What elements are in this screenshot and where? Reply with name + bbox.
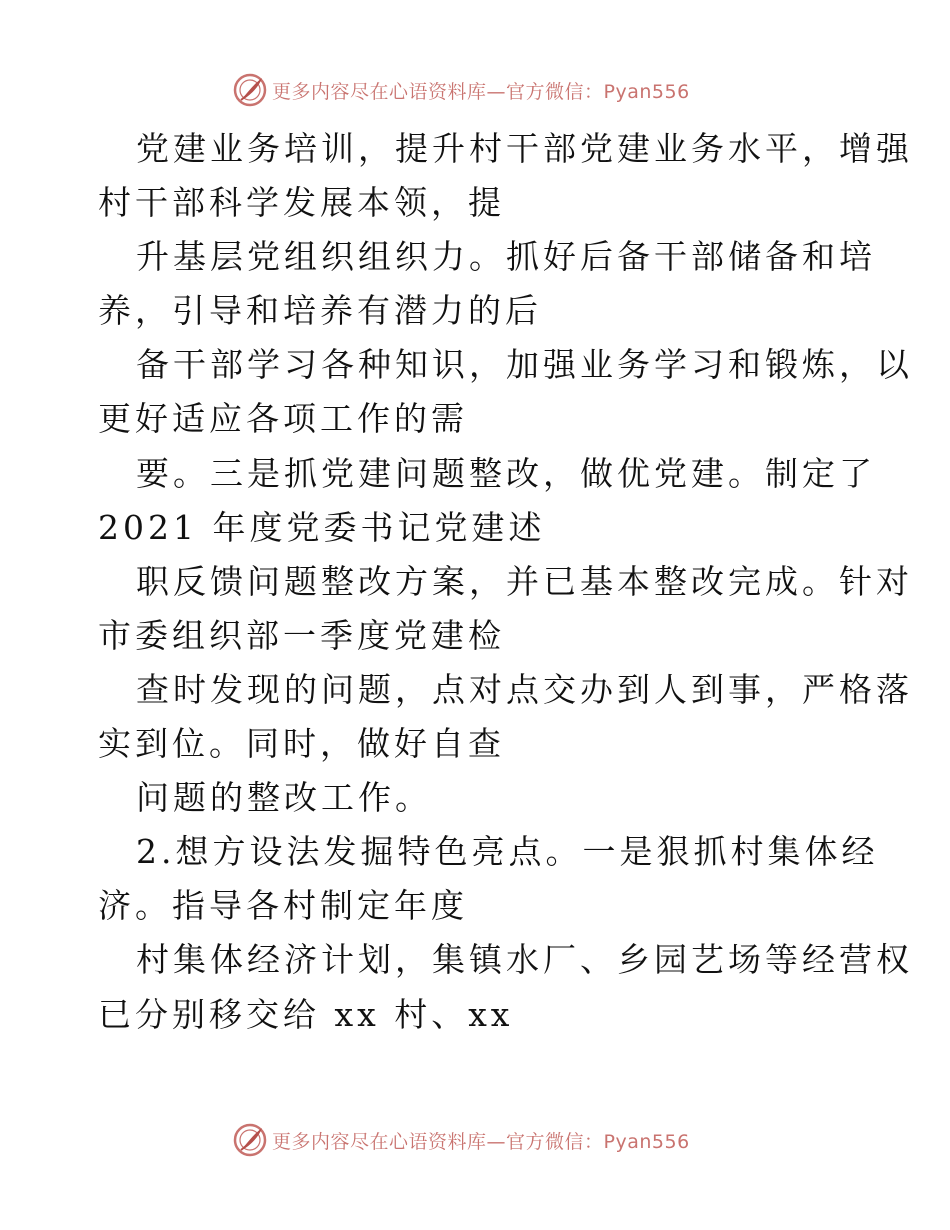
text-line: 村干部科学发展本领，提 — [98, 183, 505, 223]
text-line: 2.想方设法发掘特色亮点。一是狠抓村集体经 — [136, 832, 879, 872]
feather-seal-icon — [232, 1122, 268, 1158]
text-line: 更好适应各项工作的需 — [98, 399, 468, 439]
text-line: 党建业务培训，提升村干部党建业务水平，增强 — [136, 129, 913, 168]
text-line: 2021 年度党委书记党建述 — [98, 507, 546, 547]
text-line: 济。指导各村制定年度 — [98, 886, 468, 926]
text-line: 问题的整改工作。 — [136, 778, 432, 818]
header-banner — [232, 70, 690, 110]
text-line: 养，引导和培养有潜力的后 — [98, 291, 542, 331]
footer-banner-text: 更多内容尽在心语资料库—官方微信：Pyan556 — [272, 1130, 690, 1153]
footer-banner — [232, 1120, 690, 1160]
document-body — [98, 122, 913, 1042]
header-banner-text: 更多内容尽在心语资料库—官方微信：Pyan556 — [272, 80, 690, 103]
text-line: 要。三是抓党建问题整改，做优党建。制定了 — [136, 453, 876, 493]
text-line: 备干部学习各种知识，加强业务学习和锻炼，以 — [136, 345, 913, 385]
text-line: 职反馈问题整改方案，并已基本整改完成。针对 — [136, 561, 913, 601]
feather-seal-icon — [232, 72, 268, 108]
text-line: 已分别移交给 xx 村、xx — [98, 994, 514, 1034]
text-line: 市委组织部一季度党建检 — [98, 615, 505, 655]
text-line: 村集体经济计划，集镇水厂、乡园艺场等经营权 — [136, 940, 913, 980]
text-line: 查时发现的问题，点对点交办到人到事，严格落 — [136, 669, 913, 709]
text-line: 实到位。同时，做好自查 — [98, 724, 505, 764]
text-line: 升基层党组织组织力。抓好后备干部储备和培 — [136, 237, 876, 277]
